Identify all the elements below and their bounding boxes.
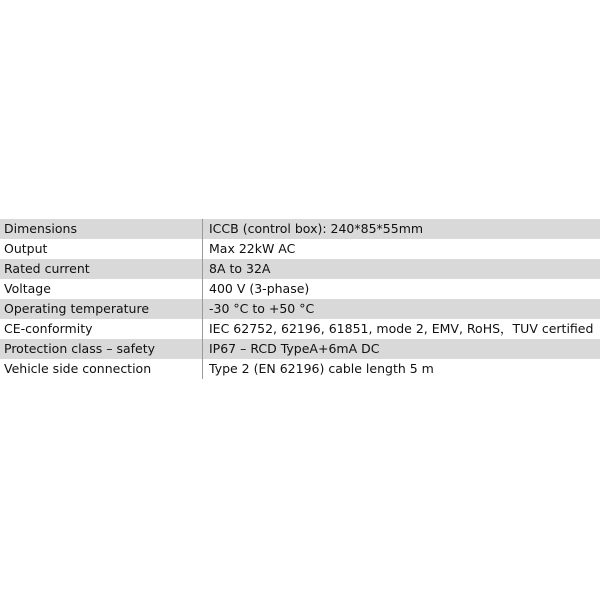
spec-value: IP67 – RCD TypeA+6mA DC [203,339,600,359]
spec-label: Rated current [0,259,203,279]
spec-table [0,219,600,379]
table-row [0,279,600,299]
table-row [0,319,600,339]
table-row [0,239,600,259]
spec-value: Type 2 (EN 62196) cable length 5 m [203,359,600,379]
table-row [0,259,600,279]
spec-label: CE-conformity [4,321,93,336]
spec-value: Max 22kW AC [203,239,600,259]
spec-value: 400 V (3-phase) [203,279,600,299]
table-row [0,219,600,239]
spec-label: Operating temperature [0,299,203,319]
spec-value: IEC 62752, 62196, 61851, mode 2, EMV, RoHS，TUV certified [203,319,600,339]
spec-label: Dimensions [0,219,203,239]
spec-value: 8A to 32A [203,259,600,279]
table-row [0,339,600,359]
spec-label: Protection class – safety [0,339,203,359]
spec-value: -30 °C to +50 °C [203,299,600,319]
spec-value: ICCB (control box): 240*85*55mm [203,219,600,239]
spec-label: Vehicle side connection [4,361,152,376]
table-row [0,299,600,319]
spec-label: Voltage [4,281,51,296]
spec-label: Output [4,241,48,256]
table-row [0,359,600,379]
